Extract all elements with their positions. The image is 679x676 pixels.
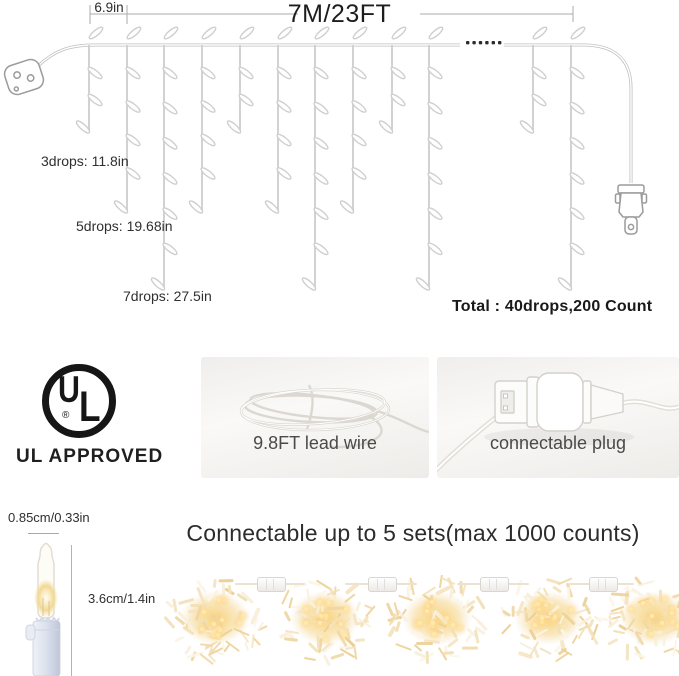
light-strand	[647, 617, 650, 628]
light-glow-dot	[451, 623, 455, 627]
light-glow-dot	[324, 638, 328, 642]
light-glow-dot	[663, 597, 667, 601]
right-connector-icon	[616, 185, 647, 234]
light-glow-dot	[217, 598, 221, 602]
cluster-connector-icon	[589, 577, 618, 592]
light-cluster	[597, 579, 679, 671]
light-strand	[331, 653, 345, 660]
registered-mark: ®	[62, 410, 70, 421]
connectable-plug-panel	[437, 357, 679, 478]
icicle-drop	[557, 25, 586, 291]
cluster-connector-icon	[257, 577, 286, 592]
light-strand	[414, 651, 426, 658]
drop-label-7: 7drops: 27.5in	[123, 288, 212, 304]
light-strand	[607, 637, 619, 645]
light-glow-dot	[319, 614, 323, 618]
continuation-dots-icon	[466, 41, 501, 44]
light-cluster	[380, 579, 494, 671]
light-glow-dot	[649, 599, 653, 603]
light-glow-dot	[212, 633, 216, 637]
icicle-drop	[226, 25, 255, 134]
light-glow-dot	[344, 607, 348, 611]
light-strand	[425, 651, 428, 664]
light-glow-dot	[641, 601, 645, 605]
total-length-label: 7M/23FT	[287, 0, 392, 28]
light-cluster	[268, 579, 382, 671]
bulb-width-line	[28, 533, 59, 534]
icicle-drop	[301, 25, 330, 291]
light-glow-dot	[540, 616, 544, 620]
drop-label-5: 5drops: 19.68in	[76, 218, 173, 234]
light-strand	[323, 654, 331, 666]
cluster-row	[0, 575, 679, 676]
icicle-drop	[113, 25, 142, 214]
drop-label-3: 3drops: 11.8in	[41, 153, 129, 169]
light-strand	[219, 579, 234, 582]
icicle-drop	[519, 25, 548, 134]
light-glow-dot	[218, 628, 222, 632]
light-strand	[416, 642, 433, 646]
light-glow-dot	[671, 620, 675, 624]
light-glow-dot	[200, 627, 204, 631]
light-cluster	[158, 579, 272, 671]
light-strand	[596, 617, 613, 622]
light-strand	[611, 592, 629, 596]
light-glow-dot	[241, 614, 245, 618]
cluster-connector-icon	[480, 577, 509, 592]
icicle-drop	[264, 25, 293, 214]
light-strand	[626, 644, 629, 661]
drop-spacing-label: 6.9in	[94, 0, 124, 15]
light-glow-dot	[318, 621, 322, 625]
ul-approved-label: UL APPROVED	[16, 446, 164, 467]
icicle-drop	[150, 25, 179, 291]
light-strand	[304, 657, 317, 661]
connectable-heading: Connectable up to 5 sets(max 1000 counts)	[186, 520, 640, 546]
light-strand	[462, 646, 478, 649]
light-strand	[227, 585, 231, 595]
light-glow-dot	[342, 633, 346, 637]
coiled-wire-icon	[201, 357, 429, 478]
icicle-drop	[415, 25, 444, 291]
connectable-plug-icon	[437, 357, 679, 478]
icicle-drop	[75, 25, 104, 134]
light-glow-dot	[418, 621, 422, 625]
bulb-width-label: 0.85cm/0.33in	[8, 510, 90, 525]
ul-logo-letter: L	[79, 383, 101, 431]
total-count-label: Total : 40drops,200 Count	[452, 298, 653, 315]
light-glow-dot	[327, 601, 331, 605]
light-glow-dot	[458, 626, 462, 630]
light-glow-dot	[649, 632, 653, 636]
light-glow-dot	[445, 616, 449, 620]
icicle-drop	[339, 25, 368, 214]
cluster-connector-icon	[368, 577, 397, 592]
light-strand	[316, 636, 320, 651]
icicle-drop	[188, 25, 217, 214]
lead-wire-panel	[201, 357, 429, 478]
light-glow-dot	[670, 611, 674, 615]
light-strand	[449, 654, 460, 657]
bulb-height-label: 3.6cm/1.4in	[88, 591, 156, 606]
light-glow-dot	[318, 600, 322, 604]
connectable-plug-label: connectable plug	[489, 433, 627, 453]
light-glow-dot	[430, 600, 434, 604]
light-glow-dot	[539, 598, 543, 602]
light-strand	[659, 590, 662, 603]
light-strand	[355, 638, 365, 641]
light-glow-dot	[660, 621, 664, 625]
ul-logo-letter: U	[58, 369, 80, 410]
icicle-drop	[378, 25, 407, 134]
light-strand	[284, 637, 298, 641]
light-glow-dot	[216, 633, 220, 637]
light-glow-dot	[237, 621, 241, 625]
lead-wire-label: 9.8FT lead wire	[253, 433, 377, 453]
light-strand	[221, 583, 225, 596]
light-cluster	[492, 579, 606, 671]
